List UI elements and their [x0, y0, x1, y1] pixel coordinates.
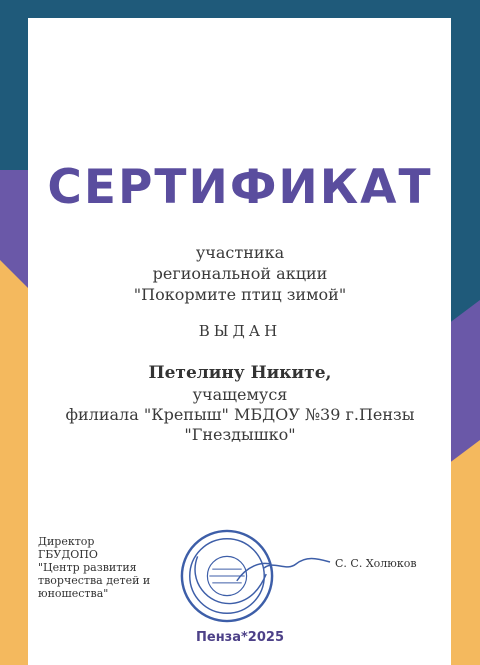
- certificate-title: СЕРТИФИКАТ: [47, 160, 433, 215]
- recipient-group: "Гнездышко": [184, 425, 296, 444]
- director-line: творчества детей и: [38, 574, 151, 587]
- recipient-role: учащемуся: [192, 385, 288, 404]
- participant-label: участника: [195, 243, 285, 262]
- director-title: [38, 535, 178, 600]
- signature-icon: [262, 550, 332, 580]
- director-line: Директор: [38, 535, 95, 548]
- recipient-name: Петелину Никите,: [148, 363, 332, 383]
- director-line: "Центр развития: [38, 561, 137, 574]
- city-year: Пенза*2025: [196, 630, 284, 645]
- issued-label: ВЫДАН: [198, 322, 282, 340]
- director-line: юношества": [38, 587, 109, 600]
- recipient-institution: филиала "Крепыш" МБДОУ №39 г.Пензы: [65, 405, 415, 424]
- director-line: ГБУДОПО: [38, 548, 98, 561]
- campaign-type: региональной акции: [152, 264, 328, 283]
- campaign-name: "Покормите птиц зимой": [133, 285, 347, 304]
- signer-name: С. С. Холюков: [335, 557, 417, 570]
